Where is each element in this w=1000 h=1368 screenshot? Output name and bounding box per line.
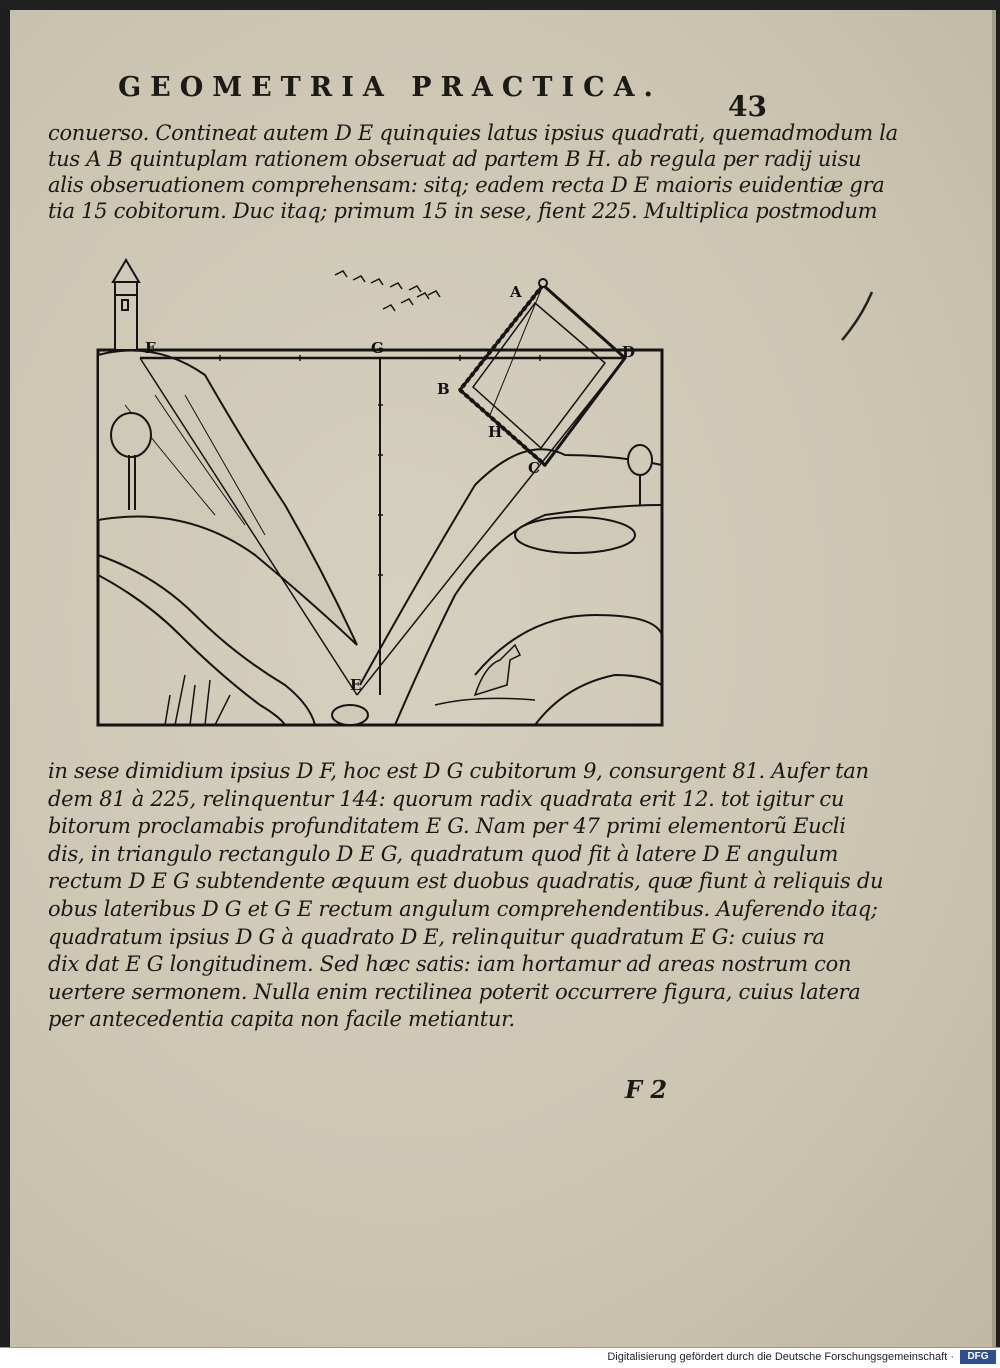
text-line: per antecedentia capita non facile metiantur. xyxy=(48,1007,515,1032)
text-line: tus A B quintuplam rationem obseruat ad partem B H. ab regula per radij uisu xyxy=(48,147,862,171)
label-C: C xyxy=(528,459,540,477)
text-line: tia 15 cobitorum. Duc itaq; primum 15 in sese, fient 225. Multiplica postmodum xyxy=(48,199,878,223)
footer-credit: Digitalisierung gefördert durch die Deutsche Forschungsgemeinschaft · xyxy=(607,1351,954,1363)
label-E: E xyxy=(350,676,362,694)
text-block-top xyxy=(48,120,898,224)
label-B: B xyxy=(437,380,450,398)
scanner-border xyxy=(0,0,1000,10)
signature-mark: F 2 xyxy=(625,1075,668,1104)
text-line: rectum D E G subtendente æquum est duobus quadratis, quæ fiunt à reliquis du xyxy=(48,869,884,894)
text-line: dem 81 à 225, relinquentur 144: quorum radix quadrata erit 12. tot igitur cu xyxy=(48,786,845,811)
text-line: dix dat E G longitudinem. Sed hæc satis: iam hortamur ad areas nostrum con xyxy=(48,952,852,977)
text-line: conuerso. Contineat autem D E quinquies latus ipsius quadrati, quemadmodum la xyxy=(48,121,898,145)
tree-icon-right xyxy=(628,445,652,505)
dog-icon xyxy=(435,645,535,705)
birds-icon xyxy=(335,271,440,311)
woodcut-figure xyxy=(95,255,680,745)
label-A: A xyxy=(510,283,522,301)
text-line: uertere sermonem. Nulla enim rectilinea poterit occurrere figura, cuius latera xyxy=(48,979,861,1004)
tower-icon xyxy=(113,260,139,350)
text-line: alis obseruationem comprehensam: sitq; eadem recta D E maioris euidentiæ gra xyxy=(48,173,885,197)
dfg-logo: DFG xyxy=(960,1350,996,1364)
page-number: 43 xyxy=(728,90,767,123)
label-F: F xyxy=(145,339,156,357)
line-FE xyxy=(140,358,357,695)
label-G: G xyxy=(371,339,384,357)
text-line: dis, in triangulo rectangulo D E G, quadratum quod fit à latere D E angulum xyxy=(48,841,839,866)
running-head: GEOMETRIA PRACTICA. xyxy=(118,72,662,103)
text-line: obus lateribus D G et G E rectum angulum comprehendentibus. Auferendo itaq; xyxy=(48,896,878,921)
book-page xyxy=(10,10,996,1347)
text-line: bitorum proclamabis profunditatem E G. Nam per 47 primi elementorũ Eucli xyxy=(48,814,846,839)
quadrant-instrument xyxy=(460,279,625,465)
label-D: D xyxy=(622,343,636,361)
footer-bar xyxy=(0,1347,1000,1368)
pencil-mark xyxy=(838,288,878,348)
text-block-bottom xyxy=(48,758,884,1034)
label-H: H xyxy=(488,423,503,441)
text-line: in sese dimidium ipsius D F, hoc est D G cubitorum 9, consurgent 81. Aufer tan xyxy=(48,759,869,783)
left-hill xyxy=(98,351,357,646)
text-line: quadratum ipsius D G à quadrato D E, relinquitur quadratum E G: cuius ra xyxy=(48,924,825,949)
